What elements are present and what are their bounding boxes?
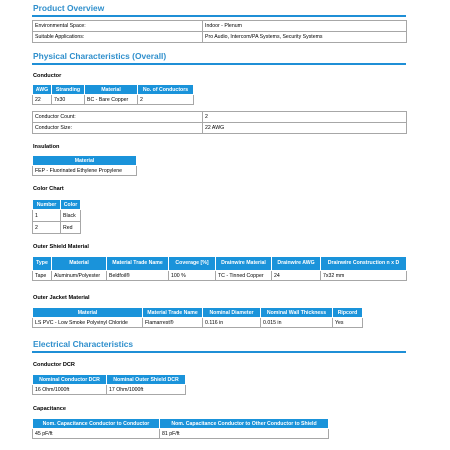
table-row <box>33 222 81 234</box>
table-header-row <box>33 308 363 318</box>
col-header-ripcord: Ripcord <box>333 308 363 318</box>
table-row <box>33 21 407 32</box>
col-header-drainwire-material: Drainwire Material <box>216 257 272 271</box>
table-header-row <box>33 375 186 385</box>
electrical-characteristics-rule <box>32 351 406 353</box>
physical-characteristics-title: Physical Characteristics (Overall) <box>33 51 167 61</box>
col-header-material-trade-name: Material Trade Name <box>107 257 169 271</box>
cell-drainwire-construction: 7x32 mm <box>321 271 407 281</box>
table-header-row <box>33 257 407 271</box>
col-header-coverage: Coverage [%] <box>169 257 216 271</box>
environmental-space-value: Indoor - Plenum <box>203 21 407 32</box>
product-overview-rule <box>32 15 406 17</box>
table-header-row <box>33 200 81 210</box>
table-row <box>33 32 407 43</box>
outer-jacket-heading: Outer Jacket Material <box>33 295 90 301</box>
capacitance-heading: Capacitance <box>33 406 66 412</box>
cell-awg: 22 <box>33 95 52 105</box>
cell-material: BC - Bare Copper <box>85 95 138 105</box>
cell-nominal-outer-shield-dcr: 17 Ohm/1000ft <box>107 385 186 395</box>
table-row <box>33 112 407 123</box>
cell-stranding: 7x30 <box>52 95 85 105</box>
insulation-heading: Insulation <box>33 144 60 150</box>
col-header-number: Number <box>33 200 61 210</box>
col-header-insulation-material: Material <box>33 156 137 166</box>
cell-coverage: 100 % <box>169 271 216 281</box>
cell-nominal-diameter: 0.116 in <box>203 318 261 328</box>
suitable-applications-value: Pro Audio, Intercom/PA Systems, Security Systems <box>203 32 407 43</box>
col-header-awg: AWG <box>33 85 52 95</box>
cell-insulation-material: FEP - Fluorinated Ethylene Propylene <box>33 166 137 176</box>
col-header-nominal-diameter: Nominal Diameter <box>203 308 261 318</box>
col-header-type: Type <box>33 257 52 271</box>
capacitance-table <box>32 418 329 439</box>
table-row <box>33 123 407 134</box>
cell-drainwire-material: TC - Tinned Copper <box>216 271 272 281</box>
table-header-row <box>33 156 137 166</box>
col-header-nominal-wall-thickness: Nominal Wall Thickness <box>261 308 333 318</box>
suitable-applications-label: Suitable Applications: <box>33 32 203 43</box>
col-header-material-trade-name: Material Trade Name <box>143 308 203 318</box>
col-header-drainwire-construction: Drainwire Construction n x D <box>321 257 407 271</box>
cell-type: Tape <box>33 271 52 281</box>
table-header-row <box>33 419 329 429</box>
cell-ripcord: Yes <box>333 318 363 328</box>
col-header-nominal-outer-shield-dcr: Nominal Outer Shield DCR <box>107 375 186 385</box>
col-header-material: Material <box>85 85 138 95</box>
cell-nominal-conductor-dcr: 16 Ohm/1000ft <box>33 385 107 395</box>
col-header-nominal-conductor-dcr: Nominal Conductor DCR <box>33 375 107 385</box>
col-header-cap-conductor-to-other-to-shield: Nom. Capacitance Conductor to Other Conductor to Shield <box>160 419 329 429</box>
col-header-stranding: Stranding <box>52 85 85 95</box>
cell-no-of-conductors: 2 <box>138 95 194 105</box>
outer-shield-heading: Outer Shield Material <box>33 244 89 250</box>
conductor-heading: Conductor <box>33 73 62 79</box>
col-header-cap-conductor-to-conductor: Nom. Capacitance Conductor to Conductor <box>33 419 160 429</box>
outer-jacket-table <box>32 307 363 328</box>
product-overview-title: Product Overview <box>33 3 105 13</box>
conductor-count-label: Conductor Count: <box>33 112 203 123</box>
conductor-table <box>32 84 194 105</box>
col-header-material: Material <box>52 257 107 271</box>
cell-cap-conductor-to-conductor: 45 pF/ft <box>33 429 160 439</box>
conductor-size-label: Conductor Size: <box>33 123 203 134</box>
cell-nominal-wall-thickness: 0.015 in <box>261 318 333 328</box>
table-row <box>33 318 363 328</box>
table-row <box>33 210 81 222</box>
cell-drainwire-awg: 24 <box>272 271 321 281</box>
electrical-characteristics-title: Electrical Characteristics <box>33 339 134 349</box>
table-row <box>33 271 407 281</box>
conductor-dcr-heading: Conductor DCR <box>33 362 75 368</box>
environmental-space-label: Environmental Space: <box>33 21 203 32</box>
table-row <box>33 166 137 176</box>
product-overview-table <box>32 20 407 43</box>
color-chart-table <box>32 199 81 234</box>
conductor-dcr-table <box>32 374 186 395</box>
table-header-row <box>33 85 194 95</box>
cell-number: 2 <box>33 222 61 234</box>
table-row <box>33 429 329 439</box>
cell-material-trade-name: Beldfoil® <box>107 271 169 281</box>
col-header-drainwire-awg: Drainwire AWG <box>272 257 321 271</box>
col-header-material: Material <box>33 308 143 318</box>
cell-material: LS PVC - Low Smoke Polyvinyl Chloride <box>33 318 143 328</box>
cell-color: Black <box>61 210 81 222</box>
cell-material-trade-name: Flamarrest® <box>143 318 203 328</box>
conductor-size-value: 22 AWG <box>203 123 407 134</box>
table-row <box>33 385 186 395</box>
color-chart-heading: Color Chart <box>33 186 64 192</box>
insulation-table <box>32 155 137 176</box>
cell-cap-conductor-to-other-to-shield: 81 pF/ft <box>160 429 329 439</box>
cell-number: 1 <box>33 210 61 222</box>
cell-material: Aluminum/Polyester <box>52 271 107 281</box>
table-row <box>33 95 194 105</box>
col-header-no-of-conductors: No. of Conductors <box>138 85 194 95</box>
physical-characteristics-rule <box>32 63 406 65</box>
outer-shield-table <box>32 256 407 281</box>
col-header-color: Color <box>61 200 81 210</box>
cell-color: Red <box>61 222 81 234</box>
conductor-count-value: 2 <box>203 112 407 123</box>
conductor-summary-table <box>32 111 407 134</box>
